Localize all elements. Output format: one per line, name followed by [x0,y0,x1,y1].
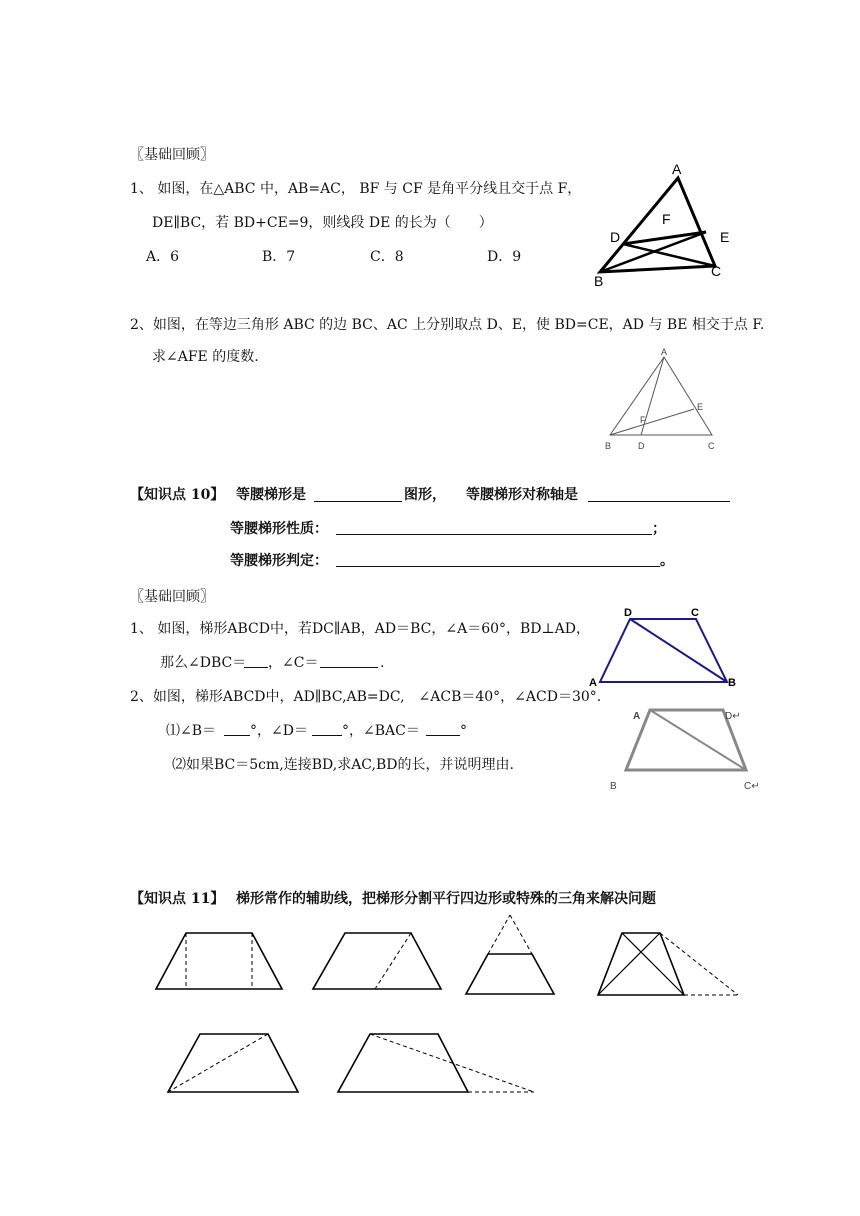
trapezoid-question-2-sub1-d: ° [460,723,467,739]
blank-angle-dbc [244,653,268,668]
trapezoid-question-1-line-2c: . [380,655,385,671]
question-1-line-1: 1、 如图，在△ABC 中，AB=AC， BF 与 CF 是角平分线且交于点 F， [130,181,582,197]
section-heading-review-1: 〖基础回顾〗 [130,147,214,163]
fig1-label-d: D [610,229,621,245]
trapezoid-question-2-sub1-c: °，∠BAC＝ [342,723,420,739]
question-2-line-1: 2、如图，在等边三角形 ABC 的边 BC、AC 上分别取点 D、E，使 BD=CE，AD 与 BE 相交于点 F. [130,317,765,333]
aux-diagram-two-heights [150,925,290,995]
blank-figure-type [314,487,402,502]
aux-diagram-extend-legs [462,910,562,998]
knowledge-11-tag: 【知识点 11】 [130,891,225,907]
fig1-label-f: F [662,211,671,227]
blank-angle-c [320,653,378,668]
knowledge-10-line-1-axis: 等腰梯形对称轴是 [466,487,578,503]
knowledge-11-text: 梯形常作的辅助线，把梯形分割平行四边形或特殊的三角来解决问题 [236,891,656,907]
knowledge-10-criteria-end: 。 [660,553,674,569]
question-2-line-2: 求∠AFE 的度数. [152,349,259,365]
blank-properties [336,520,652,535]
trapezoid-question-2-sub2: ⑵如果BC＝5cm,连接BD,求AC,BD的长，并说明理由. [172,757,514,773]
knowledge-10-criteria: 等腰梯形判定： [230,553,328,569]
fig3-label-a: A [589,677,597,689]
fig1-label-c: C [711,263,722,279]
knowledge-10-line-1-start: 等腰梯形是 [236,487,306,503]
trapezoid-question-2-line-1: 2、如图，梯形ABCD中，AD∥BC,AB=DC, ∠ACB＝40°，∠ACD＝30°. [130,689,602,705]
fig4-label-a: A [633,711,641,722]
knowledge-10-properties: 等腰梯形性质： [230,521,328,537]
figure-trapezoid-abcd-gray [600,700,770,795]
option-c: C．8 [370,249,404,265]
fig4-label-d: D↵ [725,711,741,722]
blank-angle-b [224,721,250,736]
knowledge-10-tag: 【知识点 10】 [130,487,225,503]
fig1-label-b: B [594,273,604,289]
trapezoid-question-2-sub1-a: ⑴∠B＝ [166,723,217,739]
fig3-label-c: C [691,607,699,619]
aux-diagram-diagonals-translate [592,925,742,1000]
aux-diagram-parallel-leg [307,925,447,995]
figure-trapezoid-abcd-blue [585,605,745,690]
fig3-label-b: B [728,677,736,689]
trapezoid-question-1-line-2b: ，∠C＝ [268,655,319,671]
fig2-label-d: D [638,441,645,451]
trapezoid-question-2-sub1-b: °，∠D＝ [250,723,308,739]
fig1-label-e: E [720,229,730,245]
fig3-label-d: D [624,607,632,619]
blank-criteria [336,552,660,567]
option-b: B．7 [262,249,296,265]
section-heading-review-2: 〖基础回顾〗 [130,589,214,605]
trapezoid-question-1-line-1: 1、 如图，梯形ABCD中，若DC∥AB，AD＝BC，∠A＝60°，BD⊥AD， [130,621,591,637]
fig4-label-c: C↵ [744,781,760,792]
fig2-label-b: B [605,441,612,451]
blank-symmetry-axis [588,487,730,502]
fig4-label-b: B [610,781,617,792]
knowledge-10-properties-end: ； [652,521,666,537]
option-d: D．9 [487,249,522,265]
fig2-label-f: F [640,415,646,425]
fig1-label-a: A [672,161,682,177]
fig2-label-e: E [697,402,704,412]
blank-angle-bac [426,721,460,736]
option-a: A．6 [146,249,180,265]
question-1-line-2: DE∥BC，若 BD+CE=9，则线段 DE 的长为（ ） [152,215,493,231]
knowledge-10-line-1-mid: 图形， [404,487,446,503]
fig2-label-a: A [661,347,668,357]
figure-equilateral-triangle [600,345,730,455]
aux-diagram-extend-base [334,1030,539,1096]
aux-diagram-diagonal [164,1030,304,1096]
fig2-label-c: C [708,441,715,451]
figure-triangle-abc-bisectors [590,160,740,289]
trapezoid-question-1-line-2a: 那么∠DBC＝ [160,655,247,671]
blank-angle-d [312,721,342,736]
